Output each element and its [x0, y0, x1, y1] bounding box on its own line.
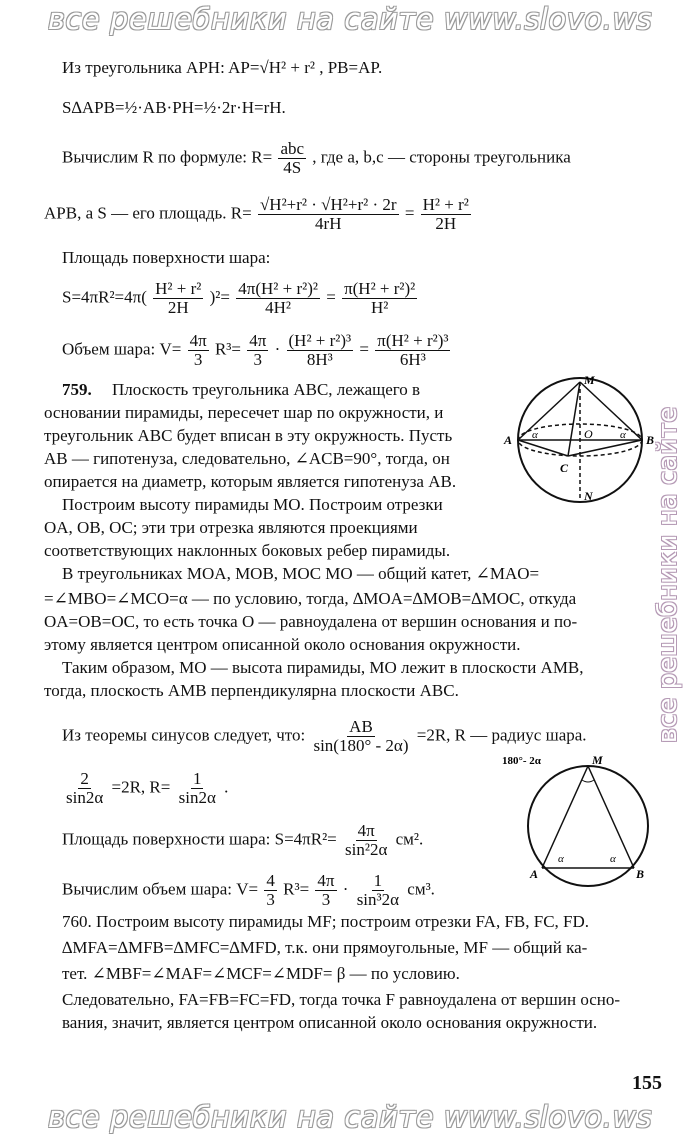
volume-unit: см³. — [407, 879, 435, 899]
line-surface-formula — [62, 280, 419, 317]
fraction-ab-sin — [311, 718, 410, 755]
frac-den: sin2α — [66, 788, 104, 807]
surface-formula-tail: )²= — [209, 287, 230, 307]
volume-label-2: Вычислим объем шара: V= — [62, 879, 259, 899]
label-alpha-b: α — [610, 853, 616, 865]
problem-759-number: 759. — [62, 380, 92, 399]
line-r-formula — [62, 140, 571, 177]
label-o: O — [584, 427, 593, 441]
line-sine-theorem — [62, 718, 587, 755]
frac-num: 2 — [80, 769, 89, 788]
sphere-pyramid-diagram — [498, 372, 663, 512]
label-apex-angle: 180°- 2α — [502, 755, 541, 767]
watermark-side: все решебники на сайте — [653, 406, 683, 744]
area-unit: см². — [395, 829, 424, 849]
label-alpha-a: α — [532, 429, 538, 441]
p759-line-11: OA=OB=OC, то есть точка O — равноудалена от вершин основания и по- — [44, 612, 578, 631]
p760-line-5: вания, значит, является центром описанной около основания окружности. — [62, 1013, 598, 1032]
fraction-vol-c — [355, 872, 401, 909]
fraction-s-c — [342, 280, 417, 317]
fraction-vol-b — [315, 872, 336, 909]
fraction-r-expression — [258, 196, 399, 233]
circle-triangle-diagram — [500, 754, 668, 894]
line-radius: $\frac{2}{\sin 2\alpha}$ =2R, R= $\frac{1}{\sin 2\alpha}$ . — [66, 769, 229, 807]
r-value-label: APB, a S — его площадь. R= — [44, 203, 252, 223]
label-b: B — [636, 867, 645, 881]
equals-sign: = — [359, 339, 369, 359]
sine-theorem-label: Из теоремы синусов следует, что: — [62, 725, 306, 745]
line-volume-formula — [62, 332, 452, 369]
watermark-bottom: все решебники на сайте www.slovo.ws — [47, 1100, 653, 1134]
p760-line-3: тет. ∠MBF=∠MAF=∠MCF=∠MDF= β — по условию. — [62, 964, 460, 983]
p759-line-7: OA, OB, OC; эти три отрезка являются проекциями — [44, 518, 418, 537]
frac-den: 4S — [283, 158, 302, 177]
label-m: M — [592, 754, 603, 767]
frac-den: sin³2α — [356, 890, 400, 909]
dot: · — [342, 879, 349, 899]
frac-num: H² + r² — [155, 279, 202, 298]
equals-sign: = — [326, 287, 336, 307]
frac-num: 4π — [357, 821, 375, 840]
frac-num: π(H² + r²)³ — [377, 331, 449, 350]
frac-num: 1 — [192, 769, 202, 788]
frac-den: sin2α — [178, 788, 216, 807]
p759-line-2: основании пирамиды, пересечет шар по окружности, и — [44, 403, 444, 422]
line-ap: Из треугольника APH: AP=√H² + r² , PB=AP. — [62, 58, 383, 77]
frac-den: 3 — [193, 350, 203, 369]
edge-ma — [518, 382, 580, 440]
line-surface-heading: Площадь поверхности шара: — [62, 248, 271, 267]
dot: · — [274, 339, 281, 359]
p760-line-2: ∆MFA=∆MFB=∆MFC=∆MFD, т.к. они прямоугольные, MF — общий ка- — [62, 938, 588, 957]
fraction-r-result — [421, 196, 471, 233]
sine-theorem-tail: =2R, R — радиус шара. — [416, 725, 587, 745]
frac-num: 4π — [317, 871, 335, 890]
frac-den: 8H³ — [306, 350, 333, 369]
p759-line-5: опирается на диаметр, которым является гипотенуза AB. — [44, 472, 457, 491]
radius-text: =2R, R= — [111, 777, 171, 797]
p759-line-6: Построим высоту пирамиды MO. Построим отрезки — [62, 495, 443, 514]
frac-den: 3 — [266, 890, 275, 909]
frac-den: H² — [370, 298, 389, 317]
fraction-s-a — [153, 280, 203, 317]
label-m: M — [584, 373, 595, 387]
watermark-top: все решебники на сайте www.slovo.ws — [47, 2, 653, 36]
frac-num: √H²+r² · √H²+r² · 2r — [259, 195, 397, 214]
fraction-s-b — [236, 280, 320, 317]
line-area-apb: S∆APB=½·AB·PH=½·2r·H=rH. — [62, 98, 286, 117]
p759-line-13: Таким образом, MO — высота пирамиды, MO лежит в плоскости AMB, — [62, 658, 584, 677]
fraction-v-b — [247, 332, 268, 369]
p759-line-14: тогда, плоскость AMB перпендикулярна плоскости ABC. — [44, 681, 459, 700]
label-c: C — [560, 461, 569, 475]
label-alpha-b: α — [620, 429, 626, 441]
surface-formula-start: S=4πR²=4π( — [62, 287, 147, 307]
frac-den: 6H³ — [399, 350, 426, 369]
r-formula-tail: , где a, b,c — стороны треугольника — [312, 147, 571, 167]
line-volume — [62, 872, 435, 909]
frac-den: sin²2α — [345, 840, 388, 859]
frac-num: H² + r² — [422, 195, 469, 214]
p759-line-3: треугольник ABC будет вписан в эту окружность. Пусть — [44, 426, 453, 445]
frac-num: 1 — [373, 871, 383, 890]
equals-sign: = — [404, 203, 415, 223]
fraction-area — [343, 822, 389, 859]
p759-line-9: В треугольниках MOA, MOB, MOC MO — общий катет, ∠MAO= — [62, 564, 540, 583]
p759-line-8: соответствующих наклонных боковых ребер пирамиды. — [44, 541, 451, 560]
apex-angle-arc — [582, 780, 594, 782]
p759-line-4: AB — гипотенуза, следовательно, ∠ACB=90°, тогда, он — [44, 449, 450, 468]
edge-bc — [568, 440, 642, 456]
frac-num: 4π — [249, 331, 267, 350]
area-label: Площадь поверхности шара: S=4πR²= — [62, 829, 337, 849]
frac-den: 2H — [435, 214, 457, 233]
fraction-1-sin2a — [177, 770, 218, 807]
fraction-v-d — [375, 332, 450, 369]
frac-den: 3 — [321, 890, 331, 909]
volume-label: Объем шара: V= — [62, 339, 182, 359]
label-a: A — [504, 433, 513, 447]
label-alpha-a: α — [558, 853, 564, 865]
frac-den: 4rH — [315, 214, 342, 233]
frac-den: 2H — [167, 298, 189, 317]
frac-den: 3 — [253, 350, 263, 369]
frac-num: (H² + r²)³ — [288, 331, 352, 350]
frac-num: 4π — [189, 331, 207, 350]
p760-line-4: Следовательно, FA=FB=FC=FD, тогда точка F равноудалена от вершин осно- — [62, 990, 621, 1009]
line-r-value — [44, 196, 473, 233]
fraction-v-c — [287, 332, 354, 369]
frac-num: π(H² + r²)² — [344, 279, 416, 298]
edge-mc — [568, 382, 580, 456]
frac-num: 4π(H² + r²)² — [238, 279, 318, 298]
fraction-abc-4s — [278, 140, 306, 177]
frac-den: sin(180° - 2α) — [313, 736, 409, 755]
fraction-v-a — [188, 332, 209, 369]
p759-line-10: =∠MBO=∠MCO=α — по условию, тогда, ∆MOA=∆MOB=∆MOC, откуда — [44, 589, 577, 608]
line-area — [62, 822, 423, 859]
fraction-vol-a — [264, 872, 277, 909]
frac-num: abc — [280, 139, 305, 158]
label-n: N — [584, 489, 593, 503]
p760-line-1: 760. Построим высоту пирамиды MF; построим отрезки FA, FB, FC, FD. — [62, 912, 590, 931]
volume-mid: R³= — [214, 339, 241, 359]
fraction-2-sin2a — [64, 770, 105, 807]
p759-line-1: Плоскость треугольника ABC, лежащего в — [112, 380, 421, 399]
label-b: B — [646, 433, 655, 447]
label-a: A — [530, 867, 539, 881]
r-formula-label: Вычислим R по формуле: R= — [62, 147, 273, 167]
page-number: 155 — [632, 1072, 662, 1094]
frac-num: AB — [349, 717, 373, 736]
frac-num: 4 — [266, 871, 275, 890]
frac-den: 4H² — [265, 298, 292, 317]
p759-line-12: этому является центром описанной около основания окружности. — [44, 635, 521, 654]
volume-mid-2: R³= — [283, 879, 310, 899]
